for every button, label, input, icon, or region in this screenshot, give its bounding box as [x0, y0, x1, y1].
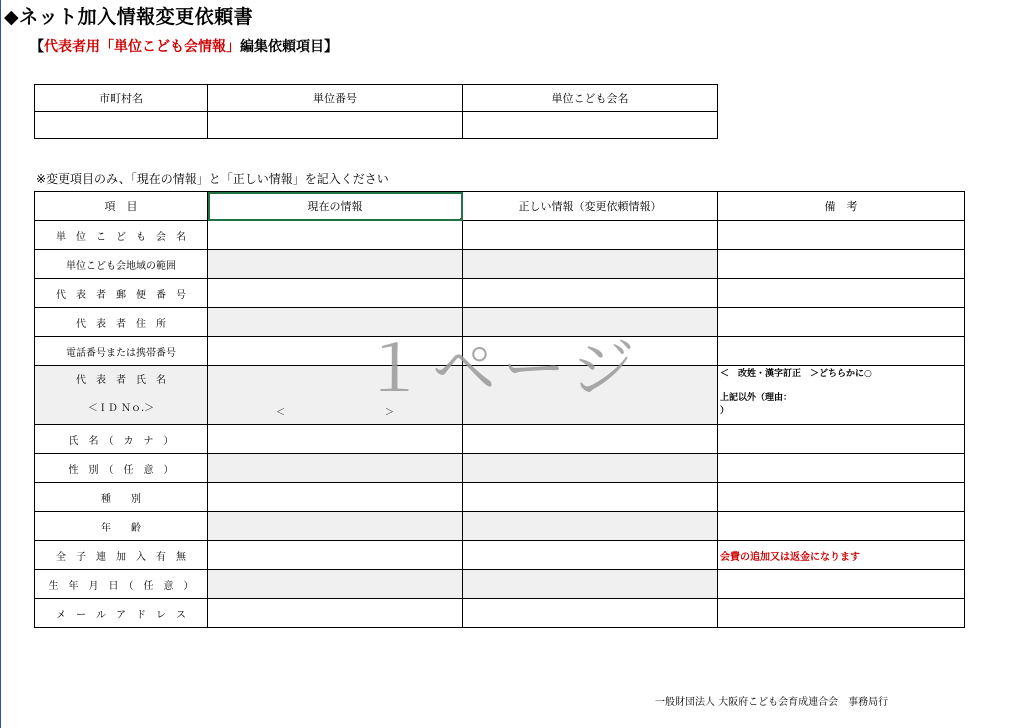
remarks-cell[interactable]: [718, 454, 965, 483]
correct-info-cell[interactable]: [463, 454, 718, 483]
page-title: ◆ネット加入情報変更依頼書: [4, 6, 254, 28]
header-correct-info: 正しい情報（変更依頼情報）: [463, 192, 718, 221]
row-label: 生 年 月 日 （ 任 意 ）: [35, 570, 208, 599]
correct-info-cell[interactable]: [463, 279, 718, 308]
table-row: [35, 454, 965, 483]
current-info-cell[interactable]: [208, 541, 463, 570]
header-municipality: 市町村名: [35, 85, 208, 112]
current-info-cell[interactable]: [208, 279, 463, 308]
row-label: 種 別: [35, 483, 208, 512]
subtitle-rest: 編集依頼項目】: [240, 39, 338, 55]
id-open-bracket: ＜: [275, 408, 285, 418]
table-row: [35, 541, 965, 570]
current-info-cell[interactable]: [208, 425, 463, 454]
current-info-cell[interactable]: [208, 221, 463, 250]
municipality-cell[interactable]: [35, 112, 208, 139]
row-label: 代 表 者 住 所: [35, 308, 208, 337]
row-label: メ ー ル ア ド レ ス: [35, 599, 208, 628]
correct-info-cell[interactable]: [463, 250, 718, 279]
unit-name-cell[interactable]: [463, 112, 718, 139]
table-row: [35, 599, 965, 628]
page-subtitle: [30, 36, 338, 56]
header-remarks: 備 考: [718, 192, 965, 221]
row-label: 電話番号または携帯番号: [35, 337, 208, 366]
subtitle-highlight: 代表者用「単位こども会情報」: [44, 39, 240, 55]
table-row: [35, 425, 965, 454]
table-row: [35, 570, 965, 599]
row-label: 代 表 者 郵 便 番 号: [35, 279, 208, 308]
remarks-cell[interactable]: [718, 279, 965, 308]
page-watermark: １ページ: [362, 333, 641, 407]
header-unit-number: 単位番号: [208, 85, 463, 112]
correct-info-cell[interactable]: [463, 570, 718, 599]
instruction-note: ※変更項目のみ、「現在の情報」と「正しい情報」を記入ください: [36, 172, 389, 186]
table-row: [35, 512, 965, 541]
header-current-info[interactable]: [208, 192, 463, 221]
remarks-cell[interactable]: [718, 599, 965, 628]
row-label: 単位こども会地域の範囲: [35, 250, 208, 279]
correct-info-cell[interactable]: [463, 512, 718, 541]
current-info-cell[interactable]: [208, 570, 463, 599]
header-current-info-label: 現在の情報: [307, 200, 363, 213]
unit-info-table: [34, 84, 718, 139]
fill-handle[interactable]: [460, 218, 463, 221]
row-label: 性 別 （ 任 意 ）: [35, 454, 208, 483]
id-number-label: ＜ＩＤ Ｎｏ.＞: [87, 403, 155, 414]
remark-name-change: ＜ 改姓・漢字訂正 ＞どちらかに○: [720, 369, 872, 379]
correct-info-cell[interactable]: [463, 221, 718, 250]
remarks-cell[interactable]: [718, 366, 965, 425]
row-label: 全 子 連 加 入 有 無: [35, 541, 208, 570]
main-header-row: [35, 192, 965, 221]
unit-number-cell[interactable]: [208, 112, 463, 139]
remark-other-reason: 上記以外（理由：: [720, 393, 793, 403]
remark-close-paren: ）: [720, 406, 730, 416]
correct-info-cell[interactable]: [463, 483, 718, 512]
current-info-cell[interactable]: [208, 512, 463, 541]
remarks-cell[interactable]: [718, 570, 965, 599]
row-label: 年 齢: [35, 512, 208, 541]
remarks-cell[interactable]: [718, 337, 965, 366]
current-info-cell[interactable]: [208, 250, 463, 279]
table-row: [35, 279, 965, 308]
table-row: [35, 483, 965, 512]
row-label-representative: [35, 366, 208, 425]
footer-recipient: 一般財団法人 大阪府こども会育成連合会 事務局行: [655, 697, 889, 708]
unit-info-header-row: [35, 85, 718, 112]
correct-info-cell[interactable]: [463, 425, 718, 454]
table-row: [35, 221, 965, 250]
remarks-cell[interactable]: [718, 250, 965, 279]
row-label: 単 位 こ ど も 会 名: [35, 221, 208, 250]
remarks-cell[interactable]: [718, 425, 965, 454]
subtitle-open: 【: [30, 39, 44, 55]
left-border-line: [0, 0, 1, 728]
current-info-cell[interactable]: [208, 483, 463, 512]
current-info-cell[interactable]: [208, 599, 463, 628]
row-label: 代 表 者 氏 名: [76, 375, 166, 386]
remarks-cell-fee[interactable]: 会費の追加又は返金になります: [718, 541, 965, 570]
header-unit-name: 単位こども会名: [463, 85, 718, 112]
correct-info-cell[interactable]: [463, 599, 718, 628]
row-label: 氏 名 （ カ ナ ）: [35, 425, 208, 454]
id-close-bracket: ＞: [385, 408, 395, 418]
remarks-cell[interactable]: [718, 512, 965, 541]
header-item: 項 目: [35, 192, 208, 221]
current-info-cell[interactable]: [208, 454, 463, 483]
remarks-cell[interactable]: [718, 308, 965, 337]
table-row: [35, 250, 965, 279]
remarks-cell[interactable]: [718, 221, 965, 250]
unit-info-input-row: [35, 112, 718, 139]
correct-info-cell[interactable]: [463, 541, 718, 570]
remarks-cell[interactable]: [718, 483, 965, 512]
